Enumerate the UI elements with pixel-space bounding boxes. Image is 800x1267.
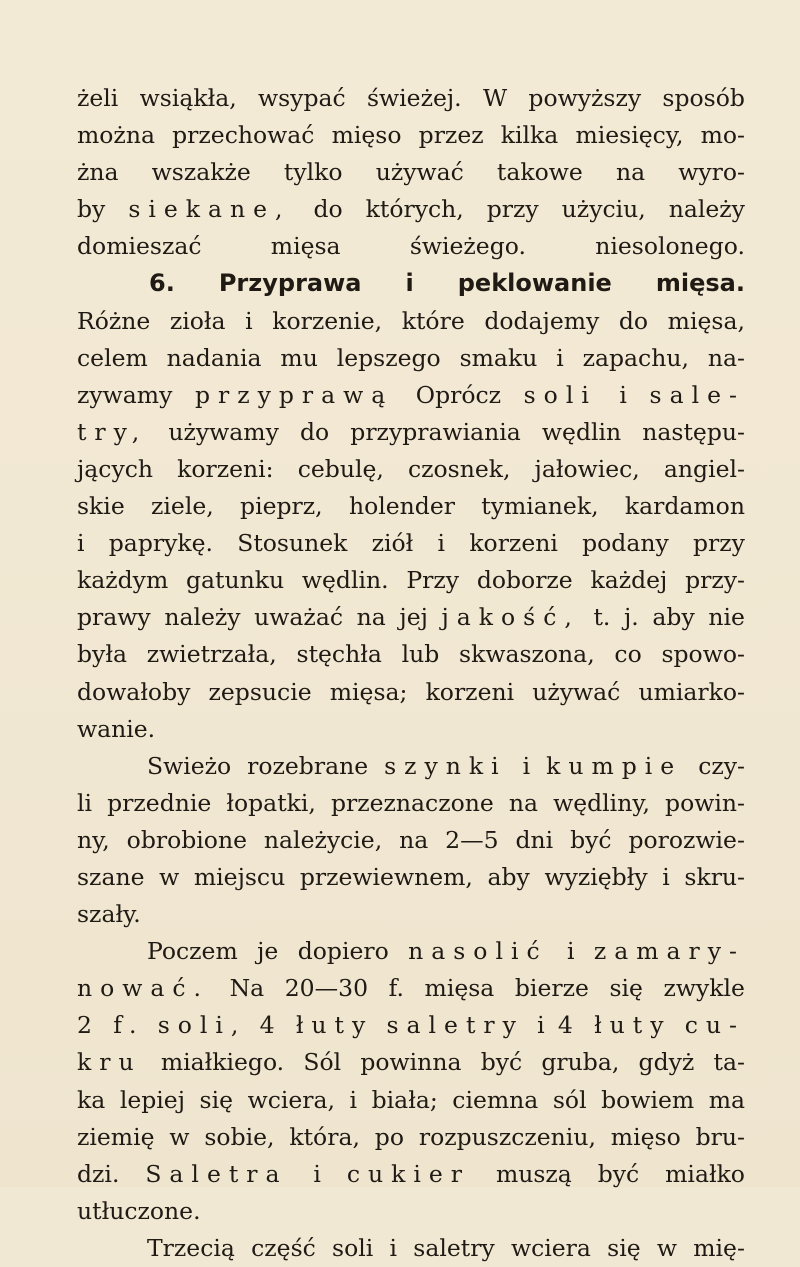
text-line-1: żeli wsiąkła, wsypać świeżej. W powyższy sposób <box>77 84 745 112</box>
text-line-15: prawy należy uważać na jej jakość, t. j. aby nie <box>77 603 745 632</box>
text-line-13: i paprykę. Stosunek ziół i korzeni podany przy <box>77 529 745 558</box>
text-line-14: każdym gatunku wędlin. Przy doborze każdej przy- <box>77 566 745 595</box>
text-line-2: można przechować mięso przez kilka miesięcy, mo- <box>77 121 745 150</box>
text-line-3: żna wszakże tylko używać takowe na wyro- <box>77 158 745 187</box>
text-line-12: skie ziele, pieprz, holender tymianek, kardamon <box>77 492 745 521</box>
text-line-32: Trzecią część soli i saletry wciera się w mię- <box>147 1233 745 1262</box>
text-line-29: ziemię w sobie, która, po rozpuszczeniu, mięso bru- <box>77 1122 745 1151</box>
text-line-8: celem nadania mu lepszego smaku i zapachu, na- <box>77 343 745 372</box>
text-line-10: try, używamy do przyprawiania wędlin następu- <box>77 417 745 446</box>
text-line-16: była zwietrzała, stęchła lub skwaszona, co spowo- <box>77 640 745 669</box>
text-line-31: utłuczone. <box>77 1196 201 1225</box>
text-line-26: 2 f. soli, 4 łuty saletry i 4 łuty cu- <box>77 1011 745 1040</box>
text-line-18: wanie. <box>77 714 156 743</box>
text-line-17: dowałoby zepsucie mięsa; korzeni używać umiarko- <box>77 677 745 706</box>
text-line-30: dzi. Saletra i cukier muszą być miałko <box>77 1159 745 1188</box>
section-heading: 6. Przyprawa i peklowanie mięsa. <box>149 269 745 298</box>
text-line-25: nować. Na 20—30 f. mięsa bierze się zwykle <box>77 974 745 1003</box>
text-line-11: jących korzeni: cebulę, czosnek, jałowiec, angiel- <box>77 454 745 483</box>
text-line-4: by siekane, do których, przy użyciu, należy <box>77 195 745 224</box>
text-line-9: zywamy przyprawą Oprócz soli i sale- <box>77 380 745 409</box>
text-line-7: Różne zioła i korzenie, które dodajemy do mięsa, <box>77 306 745 335</box>
text-line-20: li przednie łopatki, przeznaczone na wędliny, powin- <box>77 788 745 817</box>
text-line-27: kru miałkiego. Sól powinna być gruba, gdyż ta- <box>77 1048 745 1077</box>
text-line-22: szane w miejscu przewiewnem, aby wyziębły i skru- <box>77 862 745 891</box>
page-text <box>77 80 745 1267</box>
text-line-23: szały. <box>77 900 141 929</box>
text-line-19: Swieżo rozebrane szynki i kumpie czy- <box>147 751 745 780</box>
text-line-28: ka lepiej się wciera, i biała; ciemna sól bowiem ma <box>77 1085 745 1114</box>
text-line-24: Poczem je dopiero nasolić i zamary- <box>147 937 745 966</box>
text-line-5: domieszać mięsa świeżego. niesolonego. <box>77 232 745 261</box>
text-line-21: ny, obrobione należycie, na 2—5 dni być porozwie- <box>77 825 745 854</box>
